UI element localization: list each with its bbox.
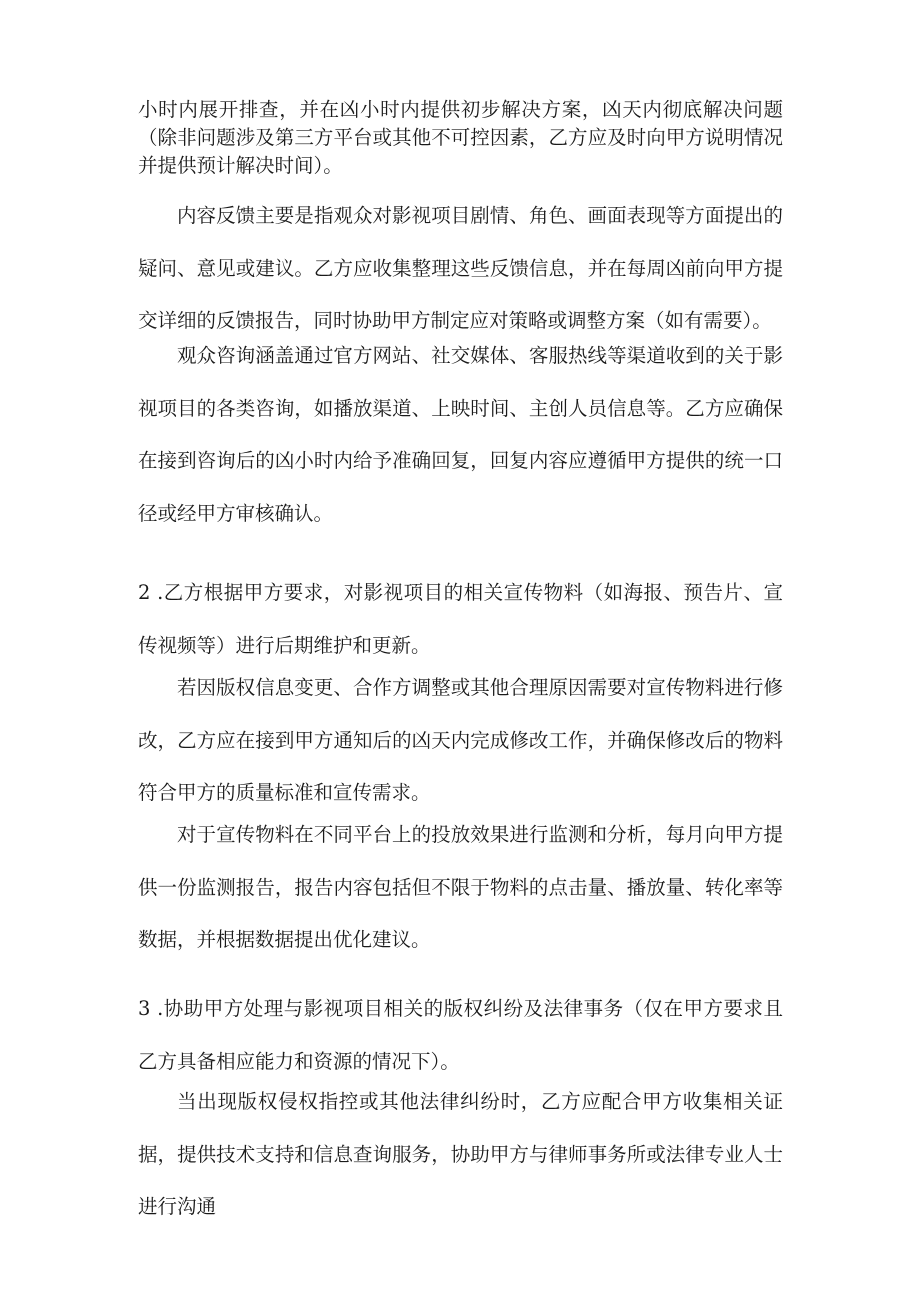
paragraph-material-monitoring: 对于宣传物料在不同平台上的投放效果进行监测和分析，每月向甲方提供一份监测报告，报告内容包括但不限于物料的点击量、播放量、转化率等数据，并根据数据提出优化建议。 — [138, 823, 783, 951]
paragraph-material-revision: 若因版权信息变更、合作方调整或其他合理原因需要对宣传物料进行修改，乙方应在接到甲方通知后的凶天内完成修改工作，并确保修改后的物料符合甲方的质量标准和宣传需求。 — [138, 676, 783, 804]
section-2-heading: 2 .乙方根据甲方要求，对影视项目的相关宣传物料（如海报、预告片、宣传视频等）进行后期维护和更新。 — [138, 581, 783, 657]
paragraph-continuation: 小时内展开排查，并在凶小时内提供初步解决方案，凶天内彻底解决问题（除非问题涉及第三方平台或其他不可控因素，乙方应及时向甲方说明情况并提供预计解决时间）。 — [138, 98, 783, 177]
section-3-heading: 3 .协助甲方处理与影视项目相关的版权纠纷及法律事务（仅在甲方要求且乙方具备相应能力和资源的情况下）。 — [138, 997, 783, 1073]
paragraph-legal-disputes: 当出现版权侵权指控或其他法律纠纷时，乙方应配合甲方收集相关证据，提供技术支持和信息查询服务，协助甲方与律师事务所或法律专业人士进行沟通 — [138, 1090, 783, 1218]
paragraph-content-feedback: 内容反馈主要是指观众对影视项目剧情、角色、画面表现等方面提出的疑问、意见或建议。乙方应收集整理这些反馈信息，并在每周凶前向甲方提交详细的反馈报告，同时协助甲方制定应对策略或调整方案（如有需要）。 — [138, 204, 783, 332]
paragraph-audience-inquiry: 观众咨询涵盖通过官方网站、社交媒体、客服热线等渠道收到的关于影视项目的各类咨询，如播放渠道、上映时间、主创人员信息等。乙方应确保在接到咨询后的凶小时内给予准确回复，回复内容应遵循甲方提供的统一口径或经甲方审核确认。 — [138, 344, 783, 525]
